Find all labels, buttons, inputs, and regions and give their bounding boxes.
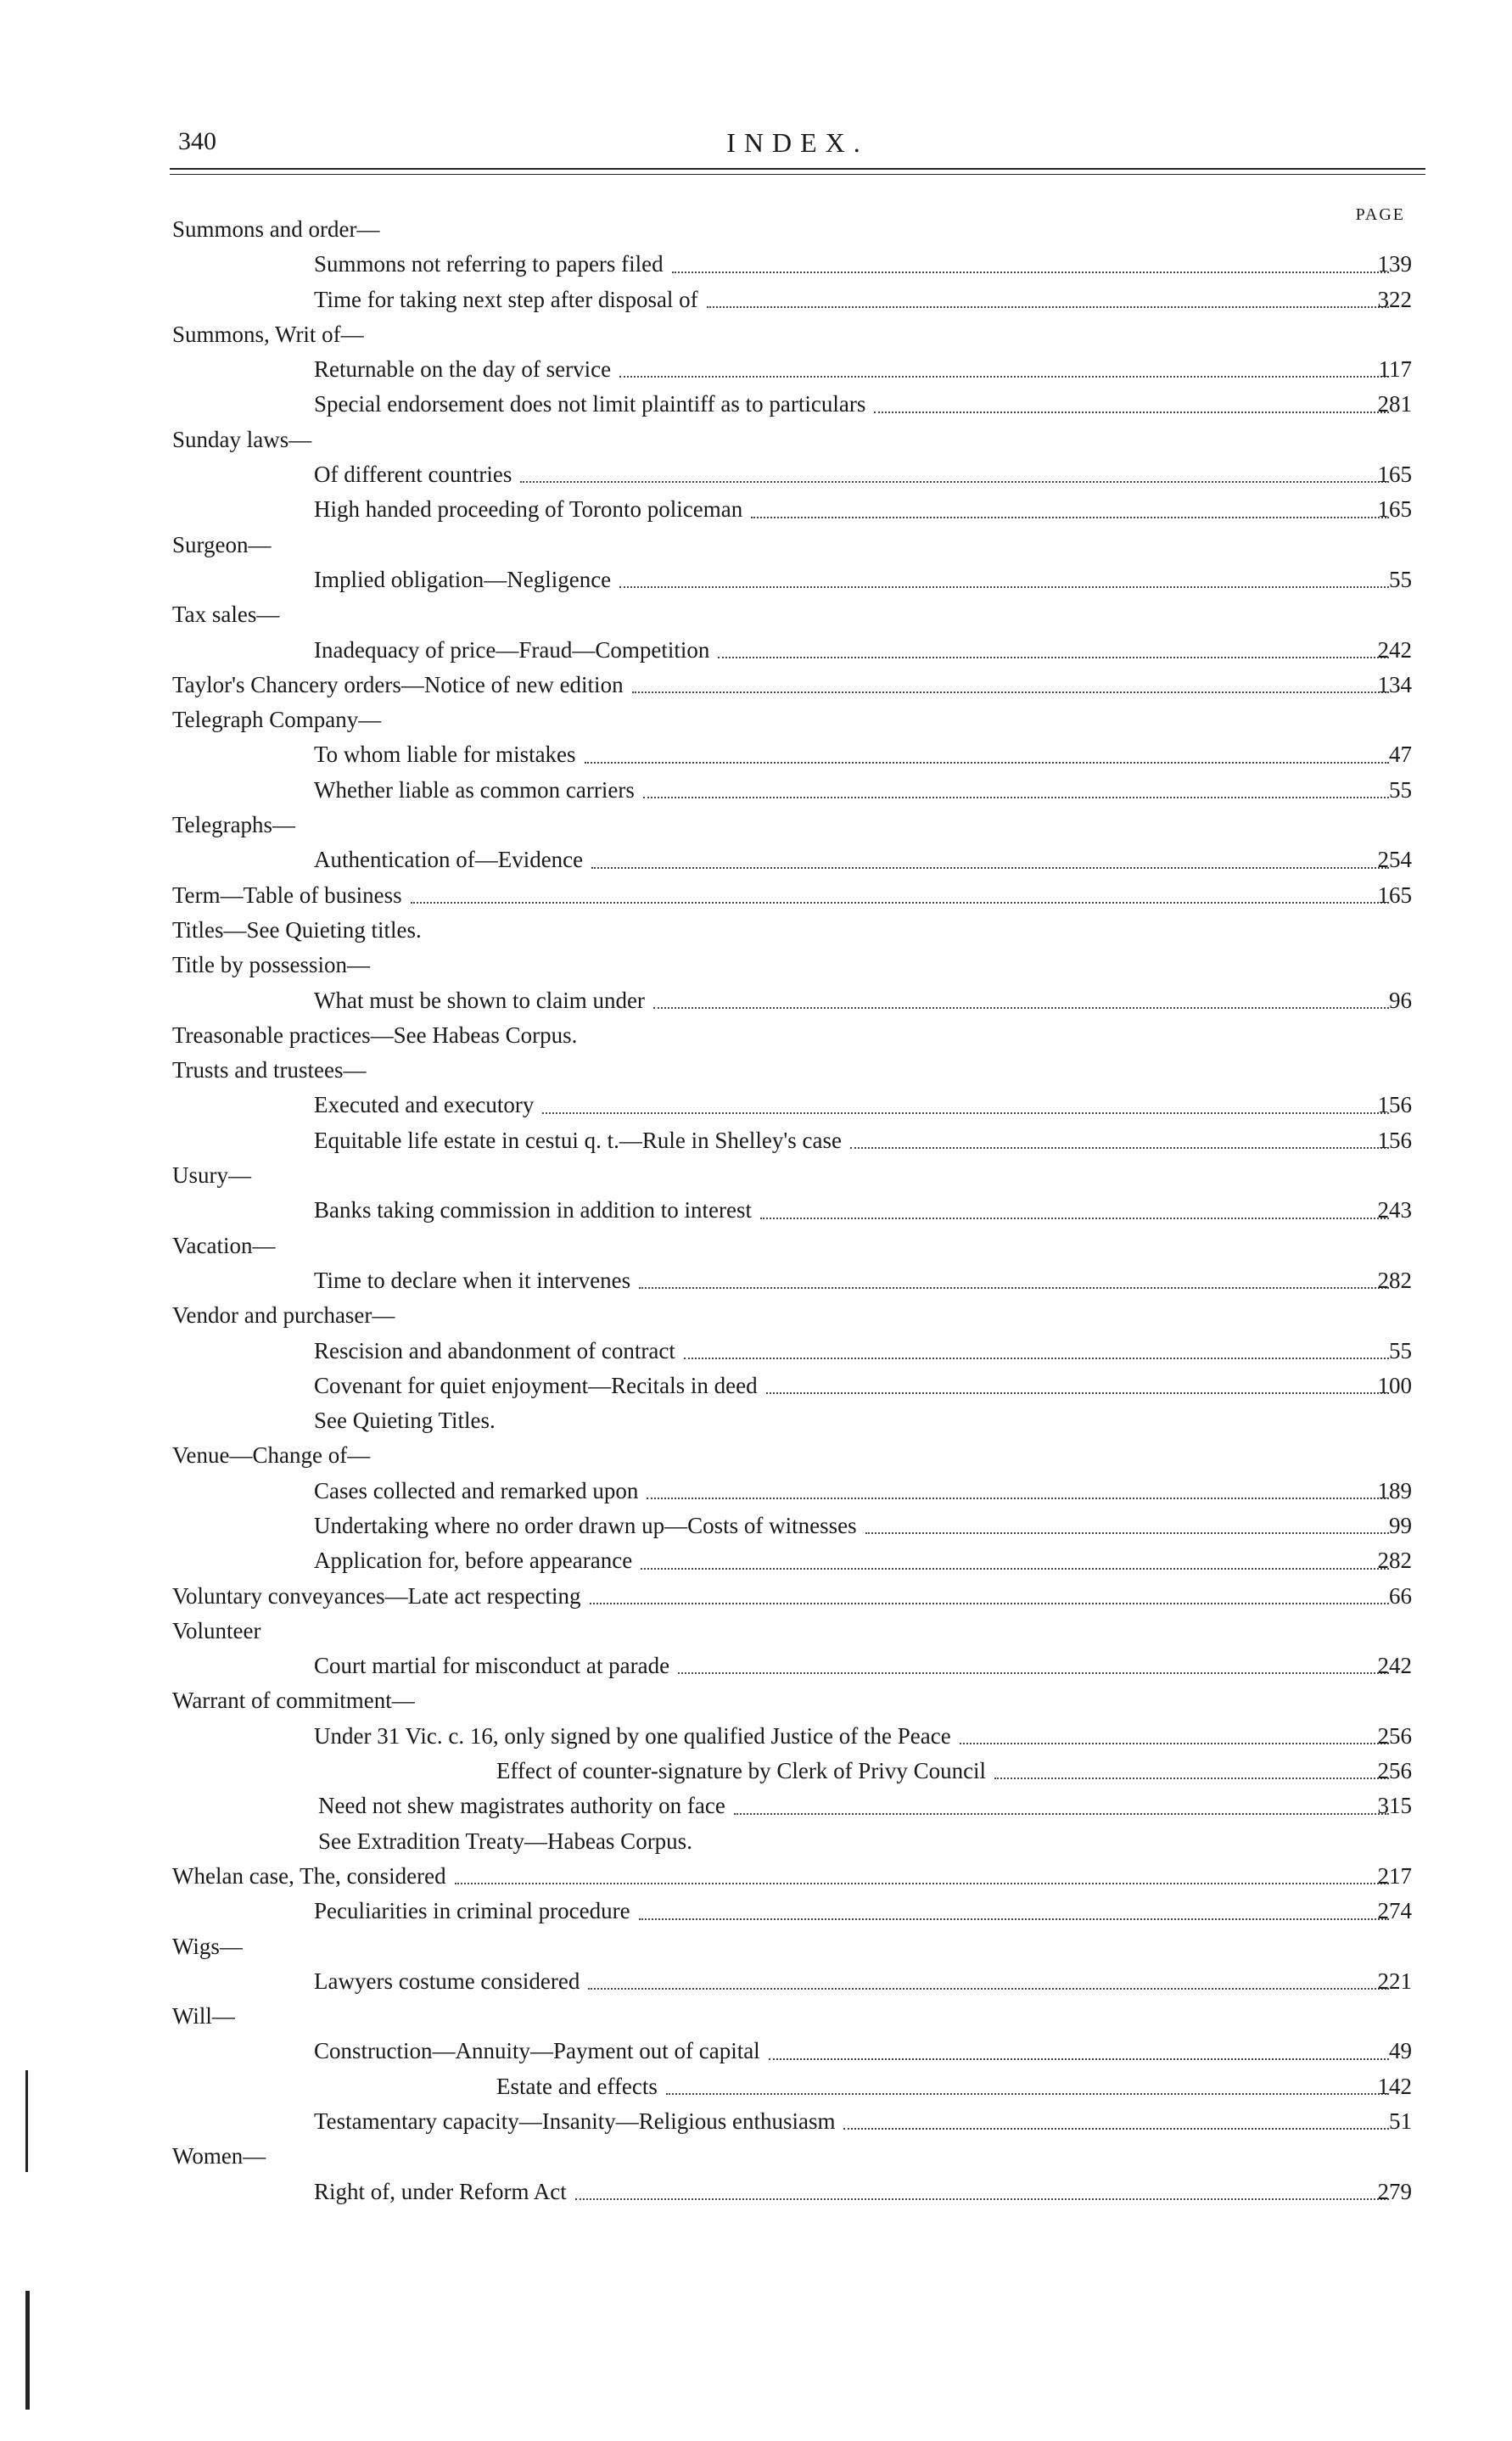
- entry-text: Trusts and trustees—: [172, 1057, 367, 1083]
- leader-dots: [769, 2058, 1389, 2060]
- index-heading: [0, 1438, 1512, 1473]
- index-heading: [0, 703, 1512, 737]
- entry-text: Telegraph Company—: [172, 707, 382, 733]
- index-heading: [0, 597, 1512, 632]
- index-subentry: [0, 352, 1512, 387]
- leader-dots: [874, 411, 1389, 413]
- entry-text: Implied obligation—Negligence: [314, 566, 612, 592]
- page-title: INDEX.: [726, 127, 869, 158]
- index-subentry: [0, 1263, 1512, 1298]
- index-subentry: [0, 1088, 1512, 1123]
- entry-text: Summons and order—: [172, 216, 380, 242]
- leader-dots: [678, 1672, 1389, 1674]
- entry-text: Summons, Writ of—: [172, 321, 364, 347]
- page-reference: 217: [1377, 1862, 1412, 1889]
- leader-dots: [766, 1392, 1389, 1394]
- page-reference: 279: [1377, 2178, 1412, 2204]
- page-reference: 117: [1378, 356, 1412, 383]
- page-reference: 256: [1377, 1722, 1412, 1749]
- page-reference: 51: [1389, 2108, 1412, 2135]
- entry-text: Sunday laws—: [172, 426, 312, 452]
- index-subentry: [0, 1894, 1512, 1929]
- index-subentry: [0, 1789, 1512, 1823]
- page-reference: 165: [1377, 496, 1412, 523]
- leader-dots: [643, 797, 1389, 798]
- page-reference: 55: [1389, 1337, 1412, 1363]
- entry-text: Equitable life estate in cestui q. t.—Rule in Shelley's case: [314, 1127, 842, 1153]
- entry-text: High handed proceeding of Toronto policeman: [314, 496, 743, 523]
- page-reference: 322: [1377, 286, 1412, 312]
- index-subentry: [0, 1403, 1512, 1438]
- leader-dots: [707, 306, 1389, 308]
- index-heading: [0, 913, 1512, 948]
- index-subentry: [0, 2069, 1512, 2104]
- entry-text: Of different countries: [314, 462, 512, 488]
- leader-dots: [619, 586, 1389, 588]
- leader-dots: [639, 1287, 1389, 1289]
- entry-text: Time to declare when it intervenes: [314, 1267, 631, 1293]
- index-subentry: [0, 773, 1512, 808]
- index-subentry: [0, 1123, 1512, 1158]
- page-reference: 274: [1377, 1898, 1412, 1924]
- index-heading: [0, 1298, 1512, 1333]
- entry-text: Time for taking next step after disposal of: [314, 286, 698, 312]
- leader-dots: [760, 1218, 1389, 1219]
- leader-dots: [666, 2093, 1389, 2095]
- index-subentry: [0, 1824, 1512, 1859]
- page-reference: 142: [1377, 2073, 1412, 2099]
- index-subentry: [0, 1474, 1512, 1509]
- leader-dots: [591, 867, 1389, 869]
- entry-text: Women—: [172, 2143, 266, 2169]
- entry-text: Tax sales—: [172, 602, 280, 628]
- entry-text: Authentication of—Evidence: [314, 847, 584, 873]
- entry-text: Undertaking where no order drawn up—Costs of witnesses: [314, 1512, 857, 1538]
- index-subentry: [0, 1754, 1512, 1789]
- index-subentry: [0, 1369, 1512, 1403]
- page-reference: 134: [1377, 671, 1412, 697]
- leader-dots: [751, 517, 1389, 518]
- entry-text: Cases collected and remarked upon: [314, 1477, 639, 1503]
- entry-text: Title by possession—: [172, 952, 371, 978]
- entry-text: Term—Table of business: [172, 882, 402, 908]
- entry-text: Usury—: [172, 1162, 251, 1189]
- page-reference: 55: [1389, 566, 1412, 592]
- entry-text: Will—: [172, 2003, 235, 2030]
- entry-text: Wigs—: [172, 1933, 243, 1959]
- leader-dots: [850, 1147, 1389, 1149]
- index-subentry: [0, 737, 1512, 772]
- index-entries: [0, 212, 1512, 2209]
- entry-text: Construction—Annuity—Payment out of capital: [314, 2038, 760, 2064]
- page-reference: 254: [1377, 847, 1412, 873]
- entry-text: Special endorsement does not limit plaintiff as to particulars: [314, 391, 866, 417]
- leader-dots: [411, 902, 1389, 904]
- page-column-label: PAGE: [1355, 205, 1405, 224]
- page-reference: 99: [1389, 1512, 1412, 1538]
- page-reference: 242: [1377, 636, 1412, 663]
- entry-text: Estate and effects: [496, 2073, 658, 2099]
- index-heading: [0, 212, 1512, 247]
- leader-dots: [718, 657, 1389, 658]
- page-reference: 282: [1377, 1267, 1412, 1293]
- leader-dots: [590, 1603, 1389, 1604]
- index-subentry: [0, 563, 1512, 597]
- entry-text: Whelan case, The, considered: [172, 1862, 446, 1889]
- leader-dots: [575, 2198, 1389, 2200]
- page-reference: 96: [1389, 987, 1412, 1013]
- entry-text: See Quieting Titles.: [314, 1408, 496, 1434]
- entry-text: Need not shew magistrates authority on face: [318, 1793, 725, 1819]
- index-heading: [0, 528, 1512, 563]
- entry-text: Lawyers costume considered: [314, 1968, 580, 1994]
- index-subentry: [0, 2034, 1512, 2069]
- entry-text: Whether liable as common carriers: [314, 776, 635, 803]
- index-subentry: [0, 283, 1512, 317]
- leader-dots: [588, 1988, 1389, 1990]
- page-reference: 242: [1377, 1653, 1412, 1679]
- index-subentry: [0, 633, 1512, 668]
- leader-dots: [632, 691, 1389, 693]
- page-reference: 49: [1389, 2038, 1412, 2064]
- index-heading: [0, 1229, 1512, 1263]
- entry-text: Surgeon—: [172, 531, 272, 557]
- entry-text: See Extradition Treaty—Habeas Corpus.: [318, 1828, 692, 1854]
- entry-text: Rescision and abandonment of contract: [314, 1337, 675, 1363]
- page-reference: 165: [1377, 882, 1412, 908]
- leader-dots: [639, 1918, 1389, 1920]
- entry-text: Executed and executory: [314, 1092, 535, 1118]
- page-reference: 256: [1377, 1758, 1412, 1784]
- page-reference: 243: [1377, 1197, 1412, 1223]
- index-subentry: [0, 1649, 1512, 1683]
- page-reference: 55: [1389, 776, 1412, 803]
- page-reference: 156: [1377, 1127, 1412, 1153]
- page-reference: 47: [1389, 742, 1412, 768]
- index-subentry: [0, 843, 1512, 877]
- page-reference: 100: [1377, 1372, 1412, 1398]
- entry-text: To whom liable for mistakes: [314, 742, 576, 768]
- entry-text: Returnable on the day of service: [314, 356, 612, 383]
- leader-dots: [653, 1007, 1389, 1009]
- entry-text: Covenant for quiet enjoyment—Recitals in deed: [314, 1372, 758, 1398]
- index-subentry: [0, 1719, 1512, 1754]
- page-reference: 66: [1389, 1582, 1412, 1609]
- entry-text: Banks taking commission in addition to interest: [314, 1197, 752, 1223]
- entry-text: What must be shown to claim under: [314, 987, 645, 1013]
- leader-dots: [672, 272, 1389, 273]
- page-number: 340: [178, 127, 216, 155]
- leader-dots: [520, 481, 1389, 483]
- entry-text: Titles—See Quieting titles.: [172, 916, 422, 943]
- index-subentry: [0, 1964, 1512, 1999]
- leader-dots: [994, 1778, 1389, 1779]
- leader-dots: [684, 1358, 1389, 1359]
- index-subentry: [0, 1334, 1512, 1369]
- entry-text: Volunteer: [172, 1617, 261, 1643]
- entry-text: Peculiarities in criminal procedure: [314, 1898, 630, 1924]
- index-subentry: [0, 247, 1512, 282]
- page-reference: 156: [1377, 1092, 1412, 1118]
- entry-text: Warrant of commitment—: [172, 1688, 415, 1714]
- entry-text: Vendor and purchaser—: [172, 1302, 395, 1329]
- index-heading: [0, 808, 1512, 843]
- page-reference: 315: [1377, 1793, 1412, 1819]
- entry-text: Inadequacy of price—Fraud—Competition: [314, 636, 710, 663]
- entry-text: Right of, under Reform Act: [314, 2178, 567, 2204]
- index-subentry: [0, 387, 1512, 422]
- index-subentry: [0, 1543, 1512, 1578]
- entry-text: Vacation—: [172, 1232, 276, 1258]
- index-heading: [0, 668, 1512, 703]
- index-heading: [0, 1614, 1512, 1649]
- leader-dots: [865, 1532, 1389, 1534]
- page-reference: 139: [1377, 251, 1412, 277]
- leader-dots: [641, 1568, 1389, 1570]
- index-heading: [0, 423, 1512, 457]
- index-subentry: [0, 983, 1512, 1018]
- index-heading: [0, 317, 1512, 352]
- entry-text: Venue—Change of—: [172, 1442, 371, 1469]
- leader-dots: [542, 1112, 1389, 1114]
- index-heading: [0, 1018, 1512, 1053]
- index-subentry: [0, 2104, 1512, 2139]
- index-heading: [0, 1158, 1512, 1193]
- header-rule-thin: [170, 174, 1425, 175]
- entry-text: Taylor's Chancery orders—Notice of new edition: [172, 671, 624, 697]
- index-heading: [0, 1929, 1512, 1964]
- entry-text: Treasonable practices—See Habeas Corpus.: [172, 1022, 578, 1048]
- index-subentry: [0, 492, 1512, 527]
- index-subentry: [0, 457, 1512, 492]
- leader-dots: [734, 1813, 1389, 1815]
- index-heading: [0, 948, 1512, 983]
- page-reference: 165: [1377, 462, 1412, 488]
- margin-mark: [25, 2070, 28, 2172]
- page-reference: 221: [1377, 1968, 1412, 1994]
- entry-text: Effect of counter-signature by Clerk of Privy Council: [496, 1758, 987, 1784]
- leader-dots: [647, 1498, 1389, 1499]
- index-heading: [0, 1579, 1512, 1614]
- index-subentry: [0, 1193, 1512, 1228]
- index-heading: [0, 1999, 1512, 2034]
- entry-text: Telegraphs—: [172, 812, 296, 838]
- leader-dots: [455, 1883, 1389, 1884]
- index-heading: [0, 2139, 1512, 2174]
- index-subentry: [0, 2175, 1512, 2209]
- entry-text: Application for, before appearance: [314, 1548, 633, 1574]
- entry-text: Voluntary conveyances—Late act respecting: [172, 1582, 581, 1609]
- page-reference: 282: [1377, 1548, 1412, 1574]
- index-heading: [0, 1683, 1512, 1718]
- entry-text: Under 31 Vic. c. 16, only signed by one qualified Justice of the Peace: [314, 1722, 951, 1749]
- index-subentry: [0, 1509, 1512, 1543]
- entry-text: Summons not referring to papers filed: [314, 251, 664, 277]
- header-rule: [170, 168, 1425, 170]
- leader-dots: [843, 2128, 1389, 2130]
- leader-dots: [619, 376, 1389, 378]
- index-heading: [0, 878, 1512, 913]
- margin-mark: [25, 2291, 30, 2410]
- entry-text: Testamentary capacity—Insanity—Religious enthusiasm: [314, 2108, 836, 2135]
- index-heading: [0, 1859, 1512, 1894]
- page-reference: 189: [1377, 1477, 1412, 1503]
- leader-dots: [960, 1743, 1389, 1744]
- entry-text: Court martial for misconduct at parade: [314, 1653, 670, 1679]
- leader-dots: [585, 762, 1389, 764]
- index-heading: [0, 1053, 1512, 1088]
- page-header: [178, 127, 1417, 170]
- page-reference: 281: [1377, 391, 1412, 417]
